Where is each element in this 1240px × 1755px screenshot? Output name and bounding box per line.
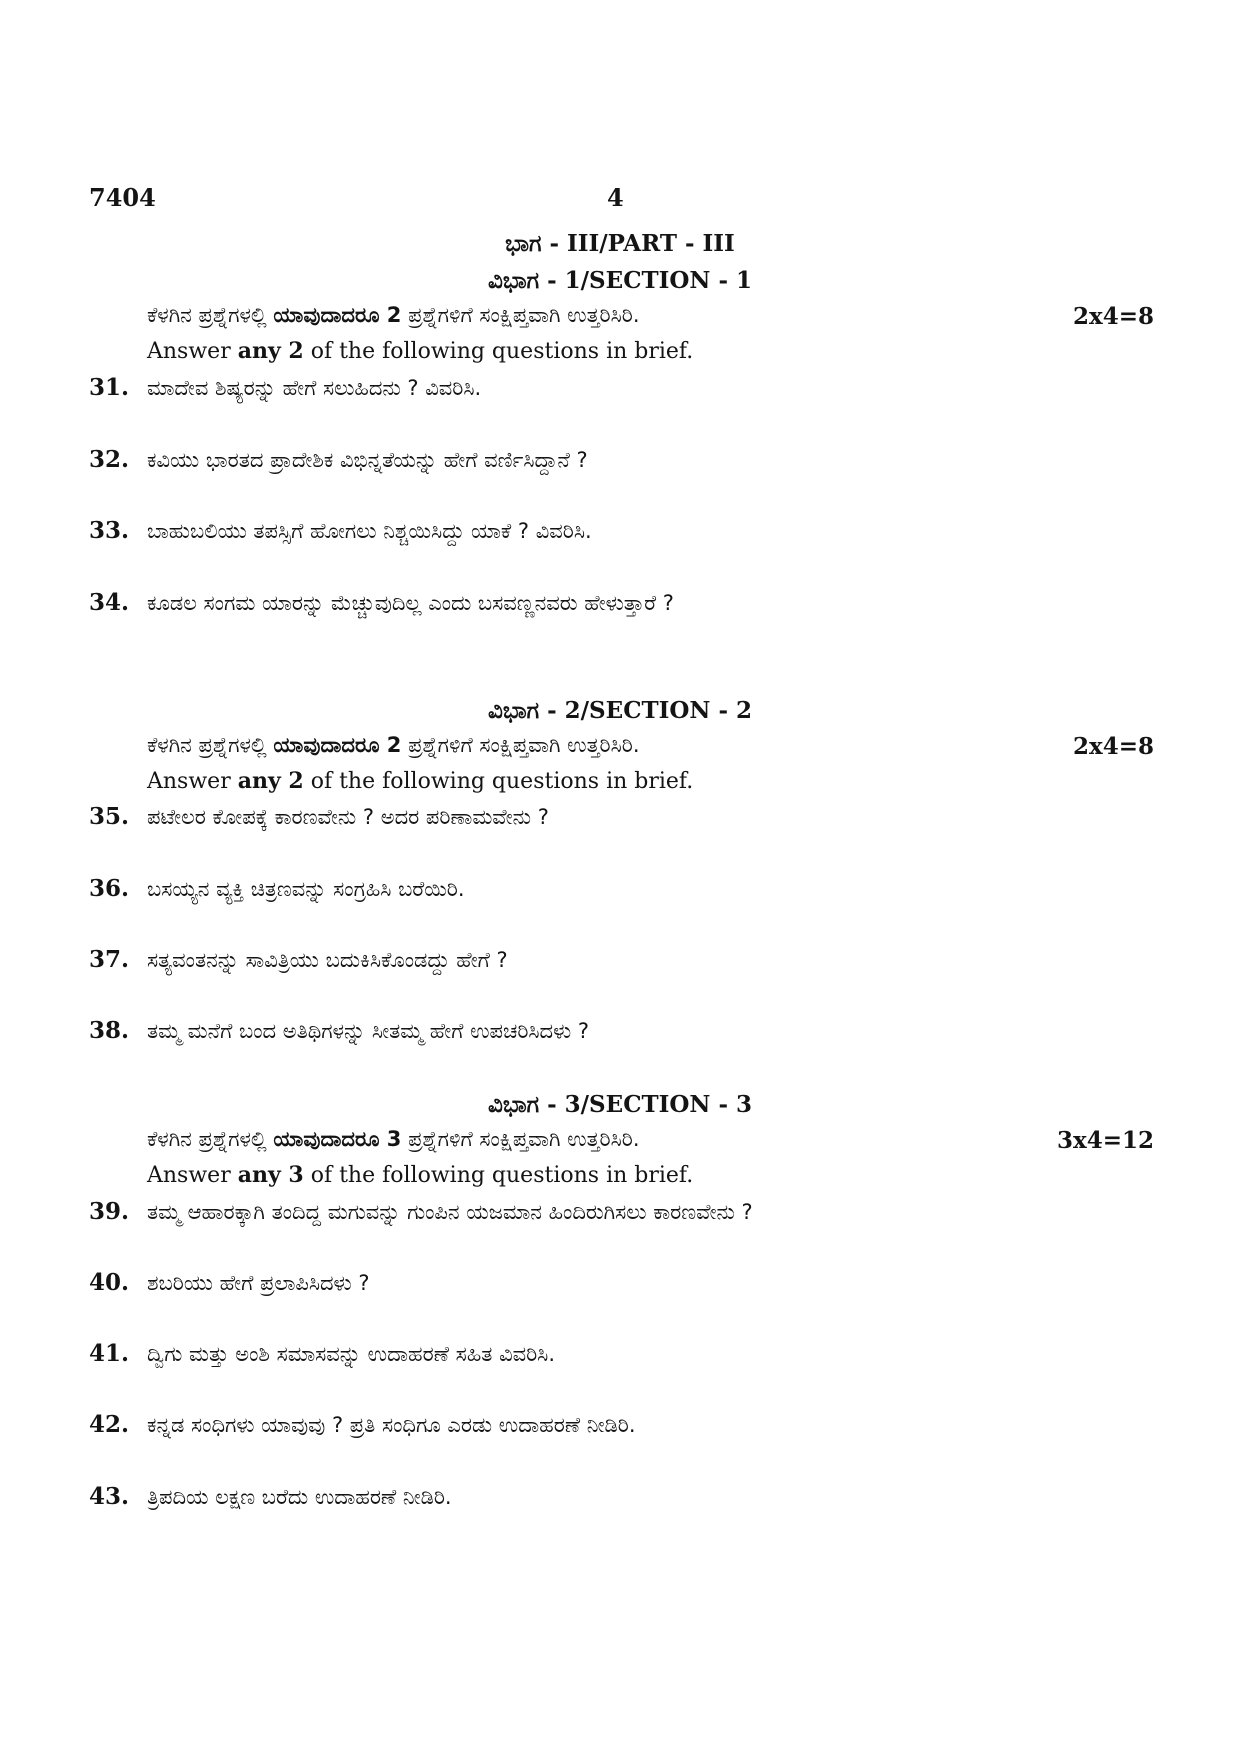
section-1-marks: 2x4=8 [1073, 303, 1154, 330]
section-3-instruction-kn: ಕೆಳಗಿನ ಪ್ರಶ್ನೆಗಳಲ್ಲಿ ಯಾವುದಾದರೂ 3 ಪ್ರಶ್ನೆಗಳಿಗೆ ಸಂಕ್ಷಿಪ್ತವಾಗಿ ಉತ್ತರಿಸಿರಿ. [147, 1127, 640, 1151]
section-3-instruction-en: Answer any 3 of the following questions in brief. [147, 1162, 694, 1188]
question-37: 37. ಸತ್ಯವಂತನನ್ನು ಸಾವಿತ್ರಿಯು ಬದುಕಿಸಿಕೊಂಡದ್ದು ಹೇಗೆ ? [89, 946, 508, 973]
section-2-instruction-kn: ಕೆಳಗಿನ ಪ್ರಶ್ನೆಗಳಲ್ಲಿ ಯಾವುದಾದರೂ 2 ಪ್ರಶ್ನೆಗಳಿಗೆ ಸಂಕ್ಷಿಪ್ತವಾಗಿ ಉತ್ತರಿಸಿರಿ. [147, 733, 640, 757]
section-1-title: ವಿಭಾಗ - 1/SECTION - 1 [487, 267, 752, 294]
question-36: 36. ಬಸಯ್ಯನ ವ್ಯಕ್ತಿ ಚಿತ್ರಣವನ್ನು ಸಂಗ್ರಹಿಸಿ ಬರೆಯಿರಿ. [89, 875, 465, 902]
paper-code: 7404 [89, 183, 156, 212]
question-35: 35. ಪಟೇಲರ ಕೋಪಕ್ಕೆ ಕಾರಣವೇನು ? ಅದರ ಪರಿಣಾಮವೇನು ? [89, 803, 549, 830]
question-32: 32. ಕವಿಯು ಭಾರತದ ಪ್ರಾದೇಶಿಕ ವಿಭಿನ್ನತೆಯನ್ನು ಹೇಗೆ ವರ್ಣಿಸಿದ್ದಾನೆ ? [89, 446, 588, 473]
question-43: 43. ತ್ರಿಪದಿಯ ಲಕ್ಷಣ ಬರೆದು ಉದಾಹರಣೆ ನೀಡಿರಿ. [89, 1483, 452, 1510]
section-3-marks: 3x4=12 [1057, 1127, 1154, 1154]
section-2-instruction-en: Answer any 2 of the following questions in brief. [147, 768, 694, 794]
section-3-title: ವಿಭಾಗ - 3/SECTION - 3 [487, 1091, 752, 1118]
page-number: 4 [607, 183, 624, 212]
question-38: 38. ತಮ್ಮ ಮನೆಗೆ ಬಂದ ಅತಿಥಿಗಳನ್ನು ಸೀತಮ್ಮ ಹೇಗೆ ಉಪಚರಿಸಿದಳು ? [89, 1017, 590, 1044]
question-39: 39. ತಮ್ಮ ಆಹಾರಕ್ಕಾಗಿ ತಂದಿದ್ದ ಮಗುವನ್ನು ಗುಂಪಿನ ಯಜಮಾನ ಹಿಂದಿರುಗಿಸಲು ಕಾರಣವೇನು ? [89, 1198, 753, 1225]
part-title: ಭಾಗ - III/PART - III [505, 230, 735, 257]
section-1-instruction-kn: ಕೆಳಗಿನ ಪ್ರಶ್ನೆಗಳಲ್ಲಿ ಯಾವುದಾದರೂ 2 ಪ್ರಶ್ನೆಗಳಿಗೆ ಸಂಕ್ಷಿಪ್ತವಾಗಿ ಉತ್ತರಿಸಿರಿ. [147, 303, 640, 327]
question-40: 40. ಶಬರಿಯು ಹೇಗೆ ಪ್ರಲಾಪಿಸಿದಳು ? [89, 1269, 370, 1296]
question-34: 34. ಕೂಡಲ ಸಂಗಮ ಯಾರನ್ನು ಮೆಚ್ಚುವುದಿಲ್ಲ ಎಂದು ಬಸವಣ್ಣನವರು ಹೇಳುತ್ತಾರೆ ? [89, 589, 674, 616]
section-2-marks: 2x4=8 [1073, 733, 1154, 760]
question-33: 33. ಬಾಹುಬಲಿಯು ತಪಸ್ಸಿಗೆ ಹೋಗಲು ನಿಶ್ಚಯಿಸಿದ್ದು ಯಾಕೆ ? ವಿವರಿಸಿ. [89, 517, 592, 544]
question-31: 31. ಮಾದೇವ ಶಿಷ್ಯರನ್ನು ಹೇಗೆ ಸಲುಹಿದನು ? ವಿವರಿಸಿ. [89, 374, 482, 401]
question-41: 41. ದ್ವಿಗು ಮತ್ತು ಅಂಶಿ ಸಮಾಸವನ್ನು ಉದಾಹರಣೆ ಸಹಿತ ವಿವರಿಸಿ. [89, 1340, 556, 1367]
section-1-instruction-en: Answer any 2 of the following questions in brief. [147, 338, 694, 364]
question-42: 42. ಕನ್ನಡ ಸಂಧಿಗಳು ಯಾವುವು ? ಪ್ರತಿ ಸಂಧಿಗೂ ಎರಡು ಉದಾಹರಣೆ ನೀಡಿರಿ. [89, 1411, 636, 1438]
section-2-title: ವಿಭಾಗ - 2/SECTION - 2 [487, 697, 752, 724]
